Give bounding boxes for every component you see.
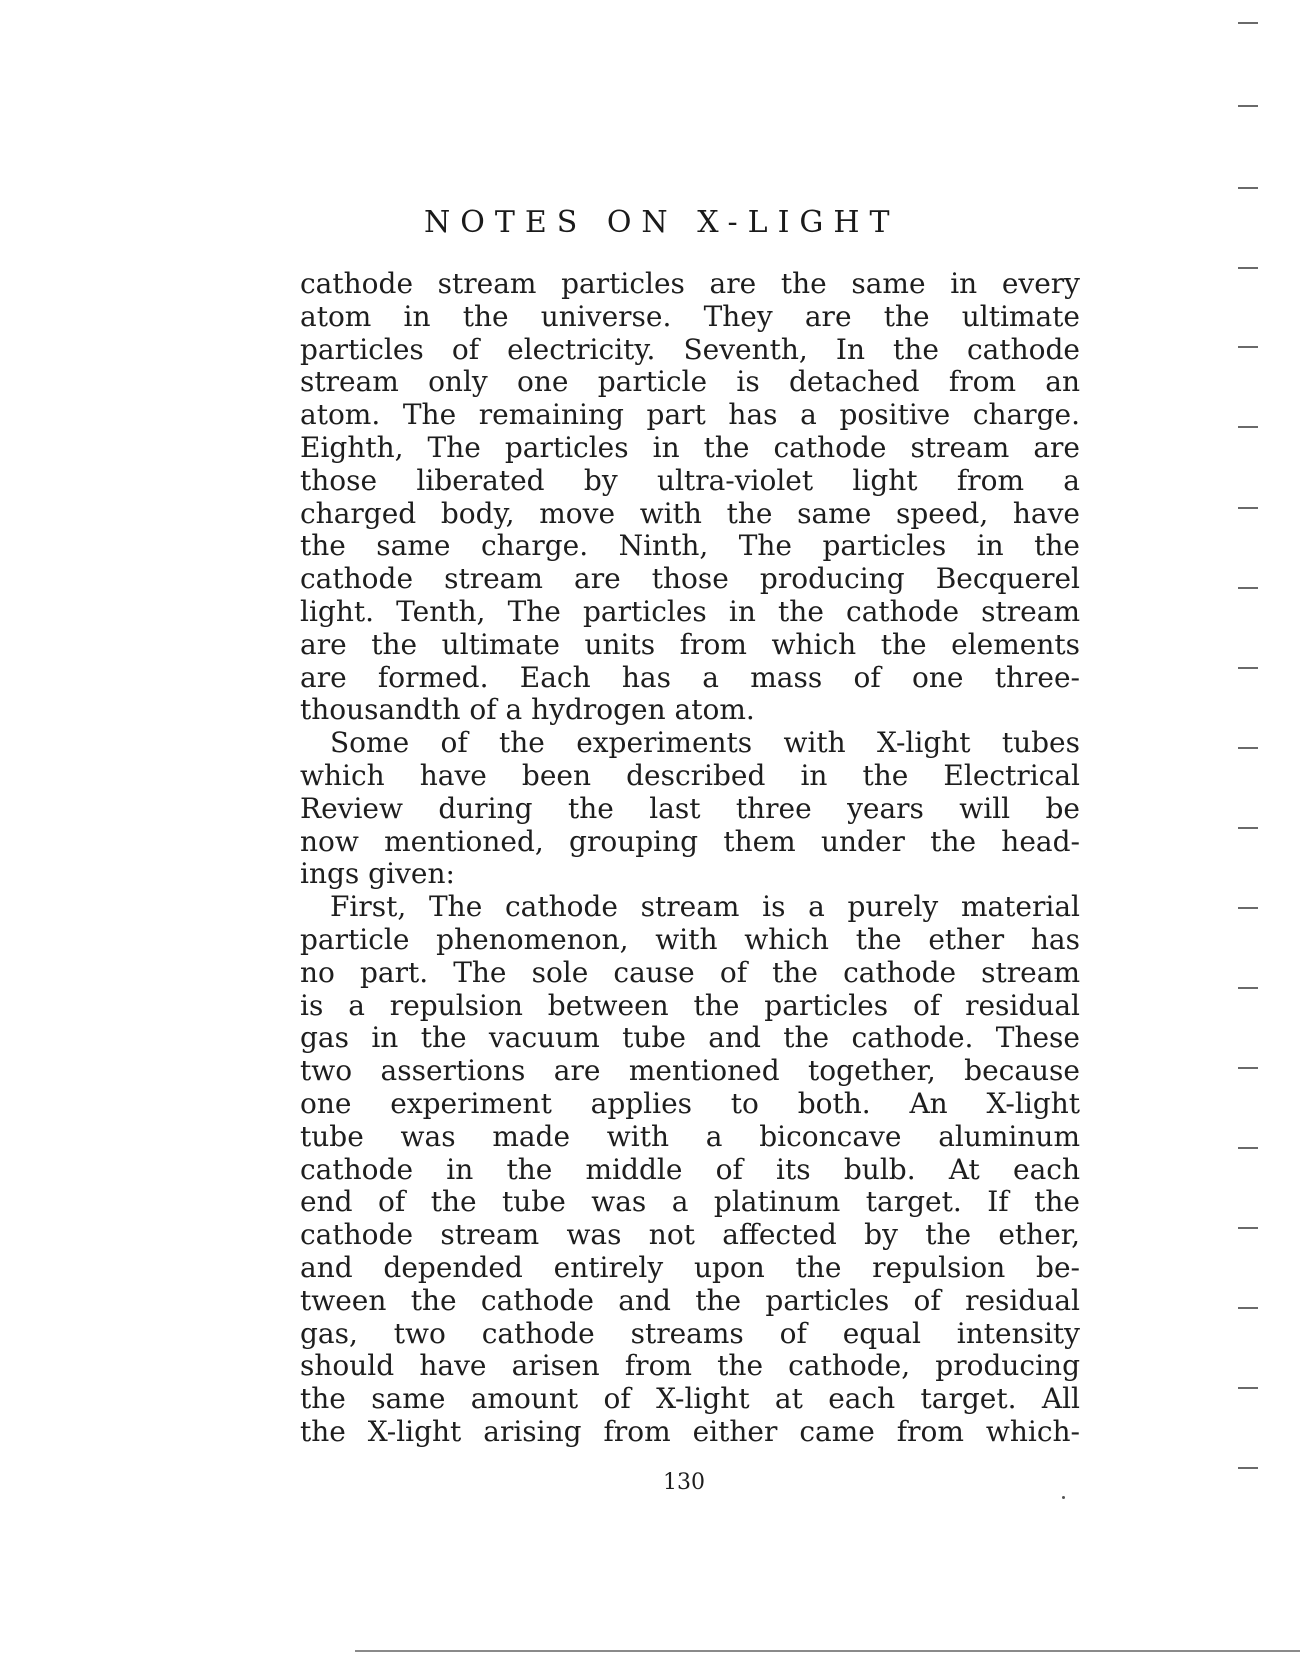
text-line: cathode stream are those producing Becquerel [300,562,1080,596]
margin-tick [1238,426,1258,428]
text-line: one experiment applies to both. An X-light [300,1086,1080,1120]
body-text [300,268,1080,1449]
text-line: gas in the vacuum tube and the cathode. These [300,1021,1080,1055]
text-line: tube was made with a biconcave aluminum [300,1119,1080,1153]
margin-tick [1238,747,1258,749]
margin-tick [1238,907,1258,909]
text-line: is a repulsion between the particles of residual [300,988,1080,1022]
text-line: Review during the last three years will be [300,791,1080,825]
text-line: should have arisen from the cathode, producing [300,1349,1080,1383]
scan-speck [1062,1496,1065,1499]
text-line: First, The cathode stream is a purely material [330,890,1080,924]
text-line: two assertions are mentioned together, because [300,1054,1080,1088]
text-line: light. Tenth, The particles in the cathode stream [300,594,1080,628]
text-line: the same charge. Ninth, The particles in the [300,529,1080,563]
text-line: atom. The remaining part has a positive charge. [300,398,1080,432]
text-line: particles of electricity. Seventh, In the cathode [300,332,1080,366]
text-line: particle phenomenon, with which the ether has [300,922,1080,956]
text-line: cathode stream particles are the same in every [300,267,1080,300]
margin-tick [1238,105,1258,107]
margin-tick [1238,22,1258,24]
margin-tick [1238,346,1258,348]
text-line: those liberated by ultra-violet light from a [300,463,1080,497]
text-line: the same amount of X-light at each target. All [300,1382,1080,1416]
text-line: cathode stream was not affected by the ether, [300,1218,1080,1252]
text-line: Some of the experiments with X-light tubes [330,726,1080,760]
text-line: are the ultimate units from which the elements [300,627,1080,661]
text-line: which have been described in the Electrical [300,758,1080,792]
scan-margin-marks [1238,0,1268,1666]
text-line: atom in the universe. They are the ultimate [300,299,1080,333]
text-line: charged body, move with the same speed, have [300,496,1080,530]
margin-tick [1238,667,1258,669]
text-line: ings given: [300,857,455,891]
margin-tick [1238,587,1258,589]
margin-tick [1238,507,1258,509]
text-line: no part. The sole cause of the cathode stream [300,955,1080,989]
margin-tick [1238,1227,1258,1229]
text-line: thousandth of a hydrogen atom. [300,693,755,727]
margin-tick [1238,1067,1258,1069]
margin-tick [1238,187,1258,189]
margin-tick [1238,827,1258,829]
margin-tick [1238,1467,1258,1469]
margin-tick [1238,1307,1258,1309]
text-line: stream only one particle is detached from an [300,365,1080,399]
margin-tick [1238,1387,1258,1389]
margin-tick [1238,987,1258,989]
text-line: tween the cathode and the particles of residual [300,1283,1080,1317]
text-line: the X-light arising from either came from which- [300,1414,1080,1448]
text-line: cathode in the middle of its bulb. At each [300,1152,1080,1186]
margin-tick [1238,1147,1258,1149]
text-line: end of the tube was a platinum target. If the [300,1185,1080,1219]
margin-tick [1238,267,1258,269]
text-line: now mentioned, grouping them under the head- [300,824,1080,858]
text-line: are formed. Each has a mass of one three- [300,660,1080,694]
running-head: NOTES ON X-LIGHT [424,205,900,240]
text-line: gas, two cathode streams of equal intensity [300,1316,1080,1350]
scan-bottom-edge [355,1650,1300,1652]
page-number: 130 [663,1470,705,1495]
text-line: Eighth, The particles in the cathode stream are [300,430,1080,464]
text-line: and depended entirely upon the repulsion be- [300,1250,1080,1284]
